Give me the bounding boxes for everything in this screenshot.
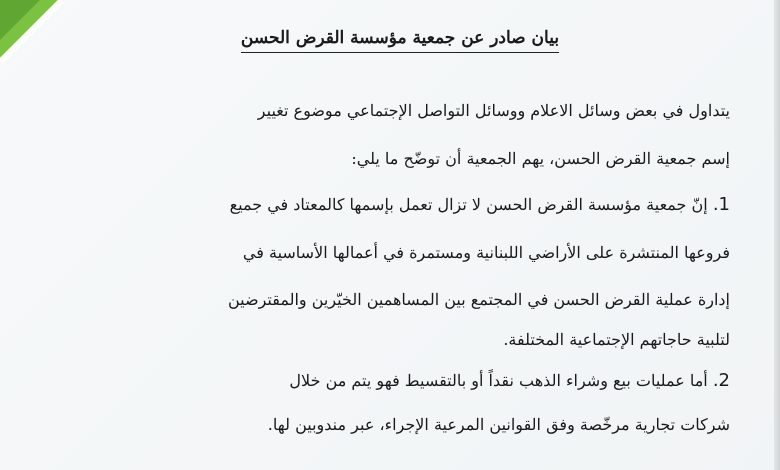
intro-line-1: يتداول في بعض وسائل الاعلام ووسائل التواصل الإجتماعي موضوع تغيير <box>257 101 730 120</box>
item-1-number: 1. <box>712 194 730 215</box>
page-edge <box>774 0 780 470</box>
item-2-text-1: أما عمليات بيع وشراء الذهب نقداً أو بالتقسيط فهو يتم من خلال <box>289 371 708 390</box>
intro-line-2: إسم جمعية القرض الحسن، يهم الجمعية أن توضّح ما يلي: <box>351 149 730 168</box>
item-2-number: 2. <box>712 370 730 391</box>
item-2-line-2: شركات تجارية مرخّصة وفق القوانين المرعية الإجراء، عبر مندوبين لها. <box>267 415 730 434</box>
item-1-line-1 <box>70 195 730 215</box>
item-1-line-2: فروعها المنتشرة على الأراضي اللبنانية ومستمرة في أعمالها الأساسية في <box>242 243 730 262</box>
document-body <box>70 0 730 470</box>
item-1-line-4: لتلبية حاجاتهم الإجتماعية المختلفة. <box>503 330 730 349</box>
item-1-text-1: إنّ جمعية مؤسسة القرض الحسن لا تزال تعمل بإسمها كالمعتاد في جميع <box>229 195 708 214</box>
item-2-line-1 <box>70 371 730 391</box>
corner-decoration <box>0 0 70 70</box>
document-title: بيان صادر عن جمعية مؤسسة القرض الحسن <box>70 28 730 48</box>
item-1-line-3: إدارة عملية القرض الحسن في المجتمع بين المساهمين الخيّرين والمقترضين <box>227 290 730 309</box>
